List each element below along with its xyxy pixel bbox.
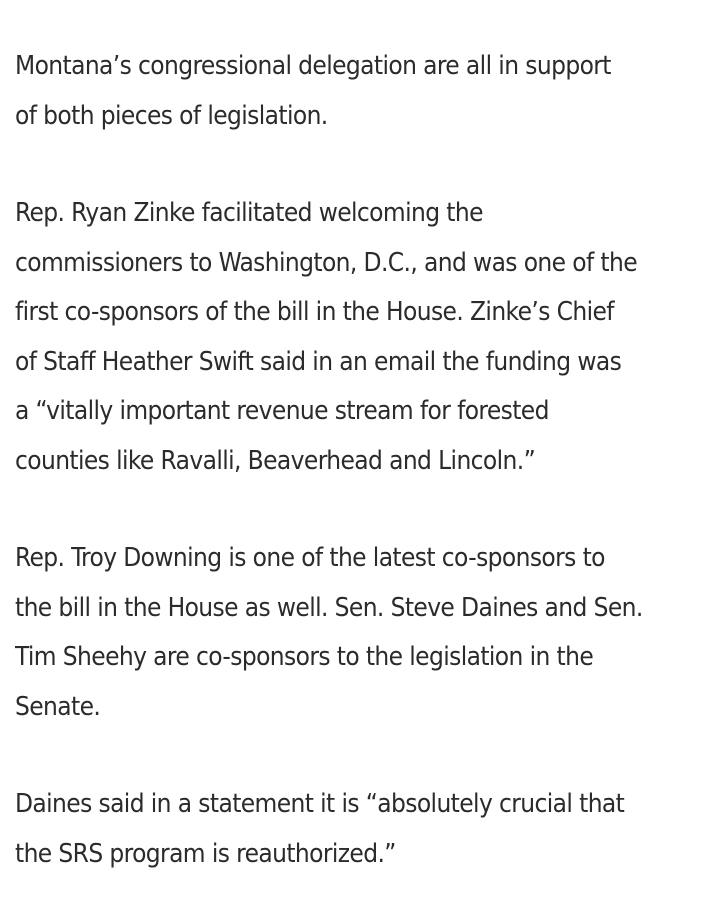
paragraph-downing-daines-sheehy: Rep. Troy Downing is one of the latest co-sponsors to the bill in the House as well. Sen. Steve Daines and Sen. Tim Sheehy are co-sponsors to the legislation in the Senate.: [15, 543, 643, 722]
paragraph-daines-statement: Daines said in a statement it is “absolutely crucial that the SRS program is reauthorized.”: [15, 789, 625, 869]
paragraph-delegation-support: Montana’s congressional delegation are all in support of both pieces of legislation.: [15, 51, 611, 131]
paragraph-zinke: Rep. Ryan Zinke facilitated welcoming the commissioners to Washington, D.C., and was one of the first co-sponsors of the bill in the House. Zinke’s Chief of Staff Heather Swift said in an email the funding was a “vitally important revenue stream for forested counties like Ravalli, Beaverhead and Lincoln.”: [15, 198, 638, 476]
